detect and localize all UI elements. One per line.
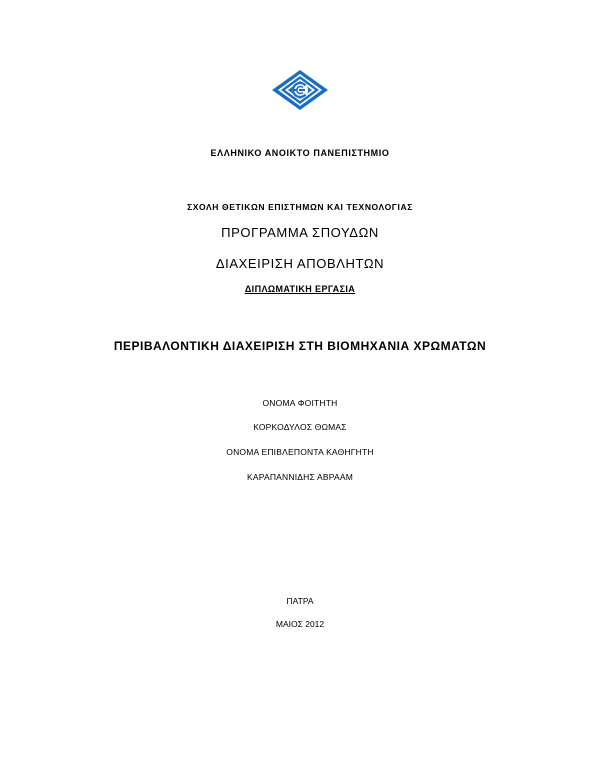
university-logo-icon xyxy=(270,68,330,112)
school-name: ΣΧΟΛΗ ΘΕΤΙΚΩΝ ΕΠΙΣΤΗΜΩΝ ΚΑΙ ΤΕΧΝΟΛΟΓΙΑΣ xyxy=(187,202,413,212)
student-name: ΚΟΡΚΟΔΥΛΟΣ ΘΩΜΑΣ xyxy=(253,422,347,432)
place-text: ΠΑΤΡΑ xyxy=(286,596,314,606)
supervisor-name: ΚΑΡΑΠΑΝΝΙΔΗΣ ΑΒΡΑΑΜ xyxy=(246,472,354,482)
date-text: ΜΑΙΟΣ 2012 xyxy=(275,619,325,629)
department-name: ΔΙΑΧΕΙΡΙΣΗ ΑΠΟΒΛΗΤΩΝ xyxy=(215,256,385,271)
thesis-type-label: ΔΙΠΛΩΜΑΤΙΚΗ ΕΡΓΑΣΙΑ xyxy=(244,284,356,294)
supervisor-label: ΟΝΟΜΑ ΕΠΙΒΛΕΠΟΝΤΑ ΚΑΘΗΓΗΤΗ xyxy=(226,447,374,457)
thesis-title: ΠΕΡΙΒΑΛΟΝΤΙΚΗ ΔΙΑΧΕΙΡΙΣΗ ΣΤΗ ΒΙΟΜΗΧΑΝΙΑ ΧΡΩΜΑΤΩΝ xyxy=(113,339,487,353)
student-label: ΟΝΟΜΑ ΦΟΙΤΗΤΗ xyxy=(262,398,338,408)
program-heading: ΠΡΟΓΡΑΜΜΑ ΣΠΟΥΔΩΝ xyxy=(221,225,379,240)
university-name: ΕΛΛΗΝΙΚΟ ΑΝΟΙΚΤΟ ΠΑΝΕΠΙΣΤΗΜΙΟ xyxy=(210,148,390,158)
